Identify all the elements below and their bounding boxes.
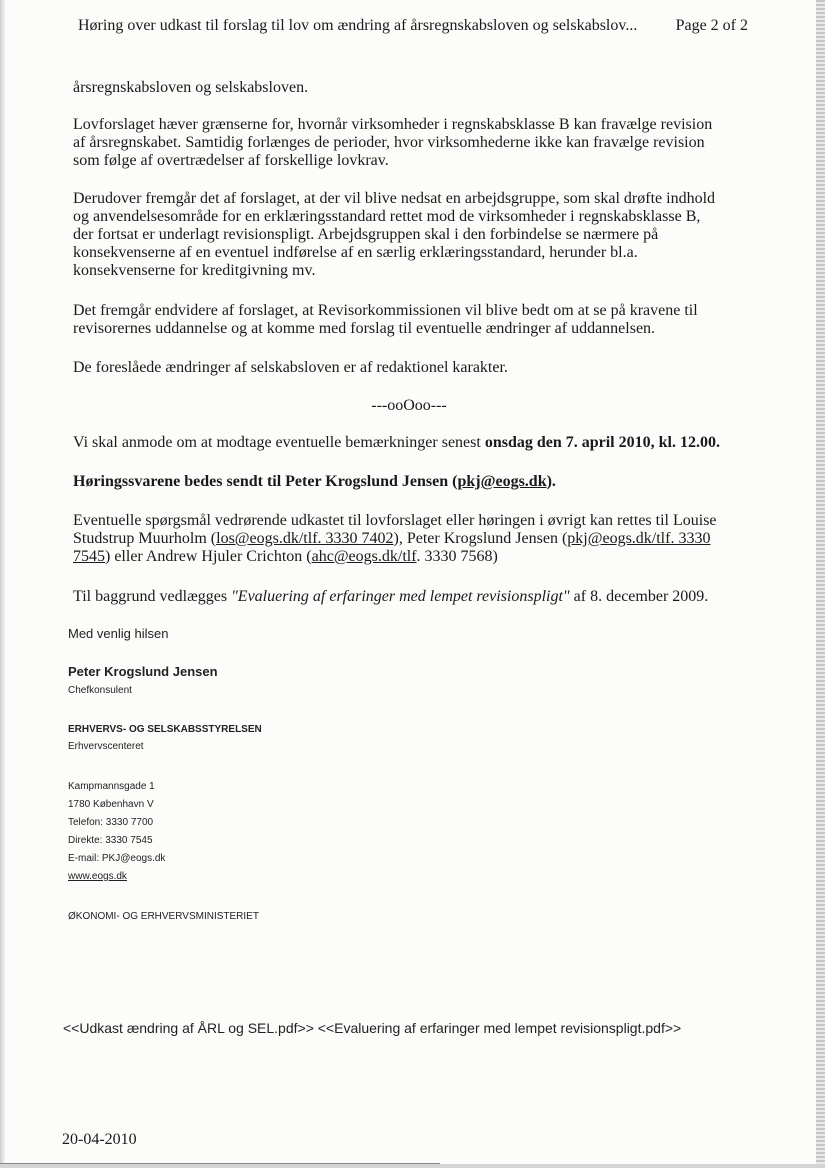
signature-dept: Erhvervscenteret — [68, 741, 144, 752]
scan-bottom-edge — [0, 1164, 825, 1168]
address-city: 1780 København V — [68, 799, 154, 810]
text-line — [73, 530, 745, 548]
send-email-link[interactable]: pkj@eogs.dk — [457, 473, 547, 490]
text-segment: ) eller Andrew Hjuler Crichton ( — [105, 548, 312, 565]
text-line: Derudover fremgår det af forslaget, at der vil blive nedsat en arbejdsgruppe, som skal drøfte indhold — [73, 190, 716, 207]
address-street: Kampmannsgade 1 — [68, 781, 155, 792]
send-to-text: Høringssvarene bedes sendt til Peter Krogslund Jensen ( — [73, 473, 458, 490]
text-line: Det fremgår endvidere af forslaget, at Revisorkommissionen vil blive bedt om at se på kravene til — [73, 302, 698, 319]
text-line: De foreslåede ændringer af selskabsloven er af redaktionel karakter. — [73, 359, 508, 376]
paragraph-questions — [73, 512, 745, 566]
paragraph-background — [73, 588, 745, 606]
text-line — [73, 548, 745, 566]
send-to-close: ). — [546, 473, 556, 490]
text-line: og anvendelsesområde for en erklæringsstandard rettet mod de virksomheder i regnskabsklasse B, — [73, 208, 701, 225]
text-line: Eventuelle spørgsmål vedrørende udkastet til lovforslaget eller høringen i øvrigt kan rettes til Louise — [73, 512, 717, 529]
separator — [73, 397, 745, 415]
text-line: konsekvenserne af en eventuel indførelse af en særlig erklæringsstandard, herunder bl.a. — [73, 244, 638, 261]
footer-rule — [0, 1163, 440, 1164]
text-line: af årsregnskabet. Samtidig forlænges de perioder, hvor virksomhederne ikke kan fravælge revision — [73, 134, 705, 151]
los-email-link[interactable]: los@eogs.dk/tlf. 3330 7402 — [216, 530, 394, 547]
page-header — [78, 17, 748, 39]
paragraph-intro-tail — [73, 79, 745, 97]
address-phone: Telefon: 3330 7700 — [68, 817, 154, 828]
footer-date: 20-04-2010 — [62, 1131, 137, 1148]
pkj-email-link[interactable]: pkj@eogs.dk/tlf. 3330 — [567, 530, 711, 547]
text-line: Lovforslaget hæver grænserne for, hvornår virksomheder i regnskabsklasse B kan fravælge revision — [73, 116, 713, 133]
header-title: Høring over udkast til forslag til lov om ændring af årsregnskabsloven og selskabslov... — [78, 17, 638, 34]
paragraph-selskabsloven — [73, 359, 745, 377]
paragraph-deadline — [73, 434, 745, 452]
text-line: revisorernes uddannelse og at komme med forslag til eventuelle ændringer af uddannelsen. — [73, 320, 656, 337]
signature-org: ERHVERVS- OG SELSKABSSTYRELSEN — [68, 724, 262, 735]
text-segment: ), Peter Krogslund Jensen ( — [393, 530, 568, 547]
text-segment: . 3330 7568) — [416, 548, 498, 565]
background-date: af 8. december 2009. — [569, 588, 709, 605]
paragraph-revisorkommissionen — [73, 302, 745, 338]
text-segment: Studstrup Muurholm ( — [73, 530, 217, 547]
signature-greeting: Med venlig hilsen — [68, 626, 169, 641]
signature-name: Peter Krogslund Jensen — [68, 664, 218, 679]
attachments-line[interactable]: <<Udkast ændring af ÅRL og SEL.pdf>> <<Evaluering af erfaringer med lempet revisionspligt.pdf>> — [63, 1020, 682, 1036]
signature-ministry: ØKONOMI- OG ERHVERVSMINISTERIET — [68, 911, 259, 922]
background-text: Til baggrund vedlægges — [73, 588, 232, 605]
text-line: konsekvenserne for kreditgivning mv. — [73, 262, 316, 279]
separator-text: ---ooOoo--- — [371, 397, 447, 414]
text-line: der fortsat er underlagt revisionspligt. Arbejdsgruppen skal i den forbindelse se nærmere på — [73, 226, 659, 243]
signature-role: Chefkonsulent — [68, 685, 132, 696]
text-line: årsregnskabsloven og selskabsloven. — [73, 79, 309, 96]
ahc-email-link[interactable]: ahc@eogs.dk/tlf — [311, 548, 417, 565]
signature-address-block — [68, 778, 468, 886]
paragraph-send-to — [73, 473, 745, 491]
website-link[interactable]: www.eogs.dk — [68, 871, 127, 882]
address-email: E-mail: PKJ@eogs.dk — [68, 853, 166, 864]
paragraph-working-group — [73, 190, 745, 280]
paragraph-thresholds — [73, 116, 745, 170]
text-line: som følge af overtrædelser af forskellige lovkrav. — [73, 152, 389, 169]
header-page-number: Page 2 of 2 — [675, 17, 748, 34]
address-direct: Direkte: 3330 7545 — [68, 835, 153, 846]
background-title: "Evaluering af erfaringer med lempet revisionspligt" — [231, 588, 570, 605]
deadline-date: onsdag den 7. april 2010, kl. 12.00. — [484, 434, 720, 451]
pkj-email-link-cont[interactable]: 7545 — [73, 548, 105, 565]
scan-right-edge — [816, 0, 825, 1168]
scan-left-edge — [0, 0, 5, 1168]
deadline-text: Vi skal anmode om at modtage eventuelle bemærkninger senest — [73, 434, 485, 451]
